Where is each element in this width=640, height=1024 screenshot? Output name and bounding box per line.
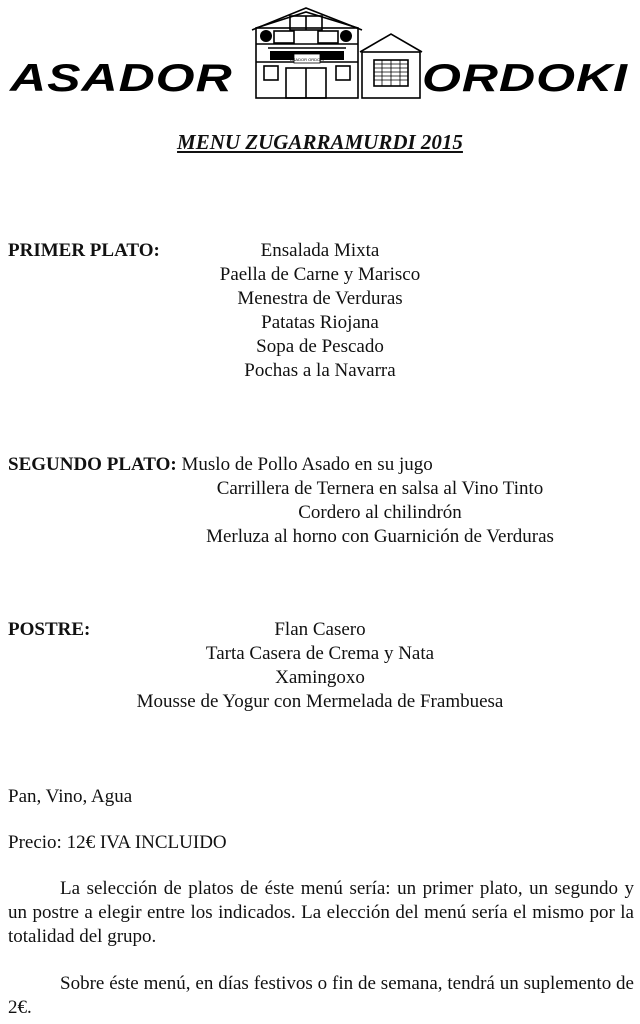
dish-item: Muslo de Pollo Asado en su jugo (181, 454, 433, 475)
dish-item: Pochas a la Navarra (244, 360, 396, 381)
postre-section (0, 618, 640, 714)
dish-item: Merluza al horno con Guarnición de Verduras (206, 526, 554, 547)
primer-plato-label: PRIMER PLATO: (8, 240, 160, 261)
dish-item: Cordero al chilindrón (298, 502, 462, 523)
dish-item: Mousse de Yogur con Mermelada de Frambuesa (136, 691, 504, 712)
supplement-paragraph: Sobre éste menú, en días festivos o fin de semana, tendrá un suplemento de 2€. (8, 973, 634, 1018)
dish-item: Xamingoxo (275, 667, 365, 688)
menu-title: MENU ZUGARRAMURDI 2015 (177, 130, 463, 154)
segundo-plato-items (0, 477, 640, 549)
brand-name-right: ORDOKI (422, 55, 628, 100)
dish-item: Patatas Riojana (261, 312, 379, 333)
dish-item: Paella de Carne y Marisco (219, 264, 421, 285)
dish-item: Tarta Casera de Crema y Nata (205, 643, 435, 664)
postre-label: POSTRE: (8, 619, 91, 640)
dish-item: Menestra de Verduras (237, 288, 403, 309)
price-line: Precio: 12€ IVA INCLUIDO (8, 832, 227, 853)
brand-name-left: ASADOR (10, 55, 233, 100)
segundo-plato-section (8, 453, 433, 477)
included-extras: Pan, Vino, Agua (8, 786, 133, 807)
primer-plato-section (0, 239, 640, 383)
dish-item: Sopa de Pescado (256, 336, 384, 357)
segundo-plato-label: SEGUNDO PLATO: (8, 454, 177, 475)
dish-item: Ensalada Mixta (260, 240, 380, 261)
dish-item: Carrillera de Ternera en salsa al Vino Tinto (216, 478, 544, 499)
dish-item: Flan Casero (274, 619, 366, 640)
conditions-paragraph: La selección de platos de éste menú sería: un primer plato, un segundo y un postre a elegir entre los indicados. La elección del menú sería el mismo por la totalidad del grupo. (8, 878, 634, 947)
logo-sign-text: ASADOR ORDOKI (290, 57, 324, 62)
restaurant-building-logo (246, 4, 424, 100)
